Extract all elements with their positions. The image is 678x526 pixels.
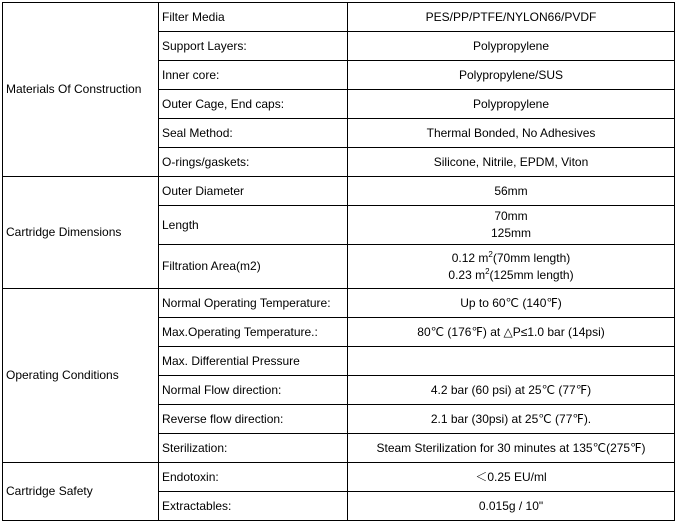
- row-label: Normal Flow direction:: [159, 376, 348, 405]
- value-text: (125mm length): [489, 267, 574, 282]
- value-line: 70mm: [494, 209, 528, 223]
- row-label: Normal Operating Temperature:: [159, 289, 348, 318]
- value-line: 125mm: [490, 226, 531, 240]
- value-text: 0.23 m: [448, 267, 486, 282]
- row-label: Reverse flow direction:: [159, 405, 348, 434]
- value-text: (70mm length): [492, 250, 571, 265]
- category-dimensions: Cartridge Dimensions: [3, 177, 159, 289]
- table-row: [3, 289, 675, 318]
- row-label: Filter Media: [159, 3, 348, 32]
- superscript: 2: [485, 266, 490, 276]
- row-value: PES/PP/PTFE/NYLON66/PVDF: [348, 3, 675, 32]
- value-text: 0.12 m: [451, 250, 489, 265]
- value-line: [351, 250, 671, 267]
- specification-table: [2, 2, 675, 521]
- row-label: Inner core:: [159, 61, 348, 90]
- row-value: 80℃ (176℉) at △P≤1.0 bar (14psi): [348, 318, 675, 347]
- row-value: 4.2 bar (60 psi) at 25℃ (77℉): [348, 376, 675, 405]
- row-label: Outer Cage, End caps:: [159, 90, 348, 119]
- row-value: Steam Sterilization for 30 minutes at 135℃(275℉): [348, 434, 675, 463]
- row-label: Seal Method:: [159, 119, 348, 148]
- row-value: Silicone, Nitrile, EPDM, Viton: [348, 148, 675, 177]
- row-label: Outer Diameter: [159, 177, 348, 206]
- row-value: [348, 206, 675, 245]
- row-label: Endotoxin:: [159, 463, 348, 492]
- row-value: Polypropylene: [348, 32, 675, 61]
- table-row: [3, 3, 675, 32]
- row-label: O-rings/gaskets:: [159, 148, 348, 177]
- value-line: [351, 267, 671, 284]
- row-value: 56mm: [348, 177, 675, 206]
- row-label: Sterilization:: [159, 434, 348, 463]
- row-value: 2.1 bar (30psi) at 25℃ (77℉).: [348, 405, 675, 434]
- row-label: Extractables:: [159, 492, 348, 521]
- row-value: [348, 245, 675, 289]
- row-value: ＜0.25 EU/ml: [348, 463, 675, 492]
- superscript: 2: [488, 249, 493, 259]
- row-value: Polypropylene: [348, 90, 675, 119]
- row-value: [348, 347, 675, 376]
- row-value: 0.015g / 10": [348, 492, 675, 521]
- row-value: Thermal Bonded, No Adhesives: [348, 119, 675, 148]
- category-safety: Cartridge Safety: [3, 463, 159, 521]
- category-materials: Materials Of Construction: [3, 3, 159, 177]
- table-row: [3, 177, 675, 206]
- row-label: Max. Differential Pressure: [159, 347, 348, 376]
- row-label: Max.Operating Temperature.:: [159, 318, 348, 347]
- table-row: [3, 463, 675, 492]
- category-operating: Operating Conditions: [3, 289, 159, 463]
- row-label: Length: [159, 206, 348, 245]
- row-value: Polypropylene/SUS: [348, 61, 675, 90]
- row-label: Support Layers:: [159, 32, 348, 61]
- row-value: Up to 60℃ (140℉): [348, 289, 675, 318]
- row-label: Filtration Area(m2): [159, 245, 348, 289]
